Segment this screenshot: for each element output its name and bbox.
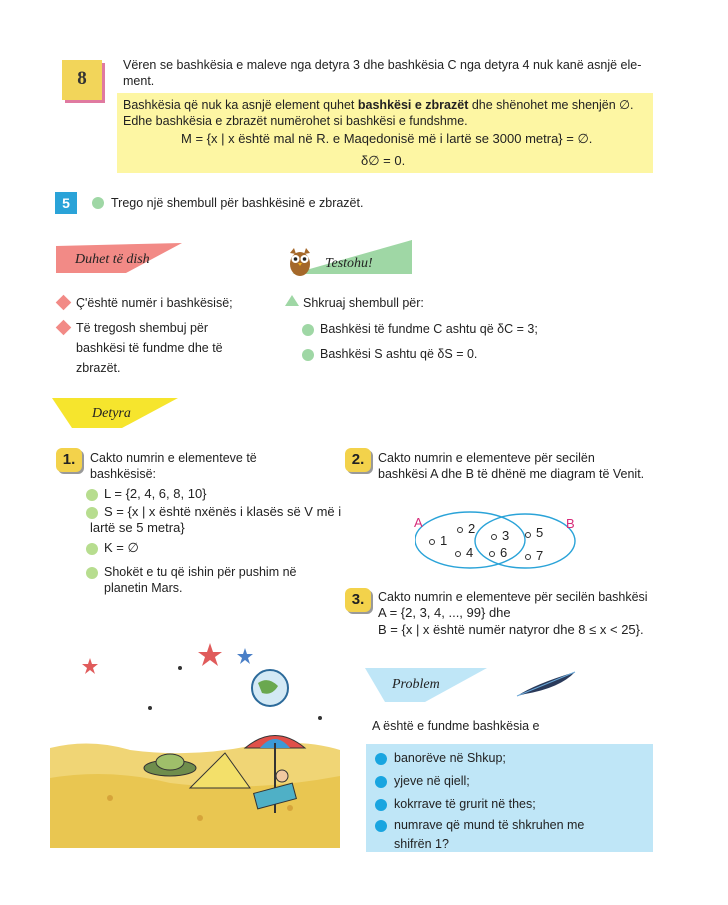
- bullet-dot: [86, 507, 98, 519]
- task3-line: A = {2, 3, 4, ..., 99} dhe: [378, 605, 511, 620]
- bullet-dot: [375, 820, 387, 832]
- task2-line: Cakto numrin e elementeve për secilën: [378, 451, 595, 465]
- task1-item: planetin Mars.: [104, 581, 183, 595]
- intro-line-2: ment.: [123, 74, 155, 88]
- testohu-item: Bashkësi S ashtu që δS = 0.: [320, 347, 478, 361]
- venn-point: [455, 551, 461, 557]
- problem-item: shifrën 1?: [394, 837, 449, 851]
- task-number-badge: 1.: [56, 448, 82, 472]
- problem-title: Problem: [392, 677, 440, 692]
- bullet-dot: [375, 753, 387, 765]
- intro-line-1: Vëren se bashkësia e maleve nga detyra 3 dhe bashkësia C nga detyra 4 nuk kanë asnjë ele-: [123, 58, 642, 72]
- testohu-title: Testohu!: [325, 256, 373, 271]
- task-number-badge: 5: [55, 192, 77, 214]
- owl-icon: [287, 245, 313, 277]
- venn-element: 7: [536, 548, 544, 563]
- problem-item: yjeve në qiell;: [394, 774, 470, 788]
- venn-point: [525, 532, 531, 538]
- task5-text: Trego një shembull për bashkësinë e zbrazët.: [111, 196, 364, 210]
- problem-item: banorëve në Shkup;: [394, 751, 506, 765]
- venn-label-a: A: [414, 515, 423, 530]
- venn-element: 3: [502, 528, 510, 543]
- diamond-bullet: [56, 295, 72, 311]
- venn-point: [491, 534, 497, 540]
- venn-element: 5: [536, 525, 544, 540]
- task-number-badge: 2.: [345, 448, 371, 472]
- detyra-title: Detyra: [92, 406, 131, 421]
- duhet-item: Të tregosh shembuj për: [76, 321, 209, 335]
- definition-line-2: Edhe bashkësia e zbrazët numërohet si bashkësi e fundshme.: [123, 114, 468, 128]
- section-number-badge: 8: [62, 60, 102, 100]
- beach-mars-illustration: [50, 638, 340, 848]
- feather-icon: [515, 670, 577, 698]
- bullet-dot: [302, 324, 314, 336]
- problem-intro: A është e fundme bashkësia e: [372, 719, 540, 733]
- problem-item: kokrrave të grurit në thes;: [394, 797, 536, 811]
- task2-line: bashkësi A dhe B të dhënë me diagram të Venit.: [378, 467, 645, 481]
- task1-item: S = {x | x është nxënës i klasës së V më i: [104, 504, 342, 519]
- task1-line: Cakto numrin e elementeve të: [90, 451, 257, 465]
- venn-element: 4: [466, 545, 474, 560]
- venn-element: 2: [468, 521, 476, 536]
- venn-element: 6: [500, 545, 508, 560]
- task1-line: bashkësisë:: [90, 467, 157, 481]
- duhet-item: zbrazët.: [76, 361, 121, 375]
- task1-item: L = {2, 4, 6, 8, 10}: [104, 486, 207, 501]
- venn-label-b: B: [566, 516, 575, 531]
- task1-item: Shokët e tu që ishin për pushim në: [104, 565, 297, 579]
- duhet-item: bashkësi të fundme dhe të: [76, 341, 223, 355]
- bullet-dot: [86, 567, 98, 579]
- task3-line: B = {x | x është numër natyror dhe 8 ≤ x < 25}.: [378, 622, 644, 637]
- bullet-dot: [86, 489, 98, 501]
- testohu-item: Bashkësi të fundme C ashtu që δC = 3;: [320, 322, 538, 336]
- problem-item: numrave që mund të shkruhen me: [394, 818, 585, 832]
- bullet-dot: [375, 799, 387, 811]
- testohu-intro: Shkruaj shembull për:: [303, 296, 424, 310]
- duhet-title: Duhet të dish: [75, 252, 150, 267]
- bullet-dot: [86, 543, 98, 555]
- venn-point: [525, 554, 531, 560]
- task3-line: Cakto numrin e elementeve për secilën bashkësi: [378, 590, 648, 604]
- task-number-badge: 3.: [345, 588, 371, 612]
- venn-point: [489, 551, 495, 557]
- bullet-dot: [92, 197, 104, 209]
- definition-line: Bashkësia që nuk ka asnjë element quhet bashkësi e zbrazët dhe shënohet me shenjën ∅.: [123, 98, 634, 112]
- triangle-bullet: [285, 295, 299, 306]
- bullet-dot: [375, 776, 387, 788]
- bullet-dot: [302, 349, 314, 361]
- task1-item: lartë se 5 metra}: [90, 520, 185, 535]
- venn-point: [457, 527, 463, 533]
- duhet-item: Ç'është numër i bashkësisë;: [76, 296, 233, 310]
- task1-item: K = ∅: [104, 540, 139, 555]
- venn-element: 1: [440, 533, 448, 548]
- venn-point: [429, 539, 435, 545]
- example-set-m: M = {x | x është mal në R. e Maqedonisë më i lartë se 3000 metra} = ∅.: [181, 131, 593, 146]
- cardinality-empty: δ∅ = 0.: [361, 153, 406, 168]
- diamond-bullet: [56, 320, 72, 336]
